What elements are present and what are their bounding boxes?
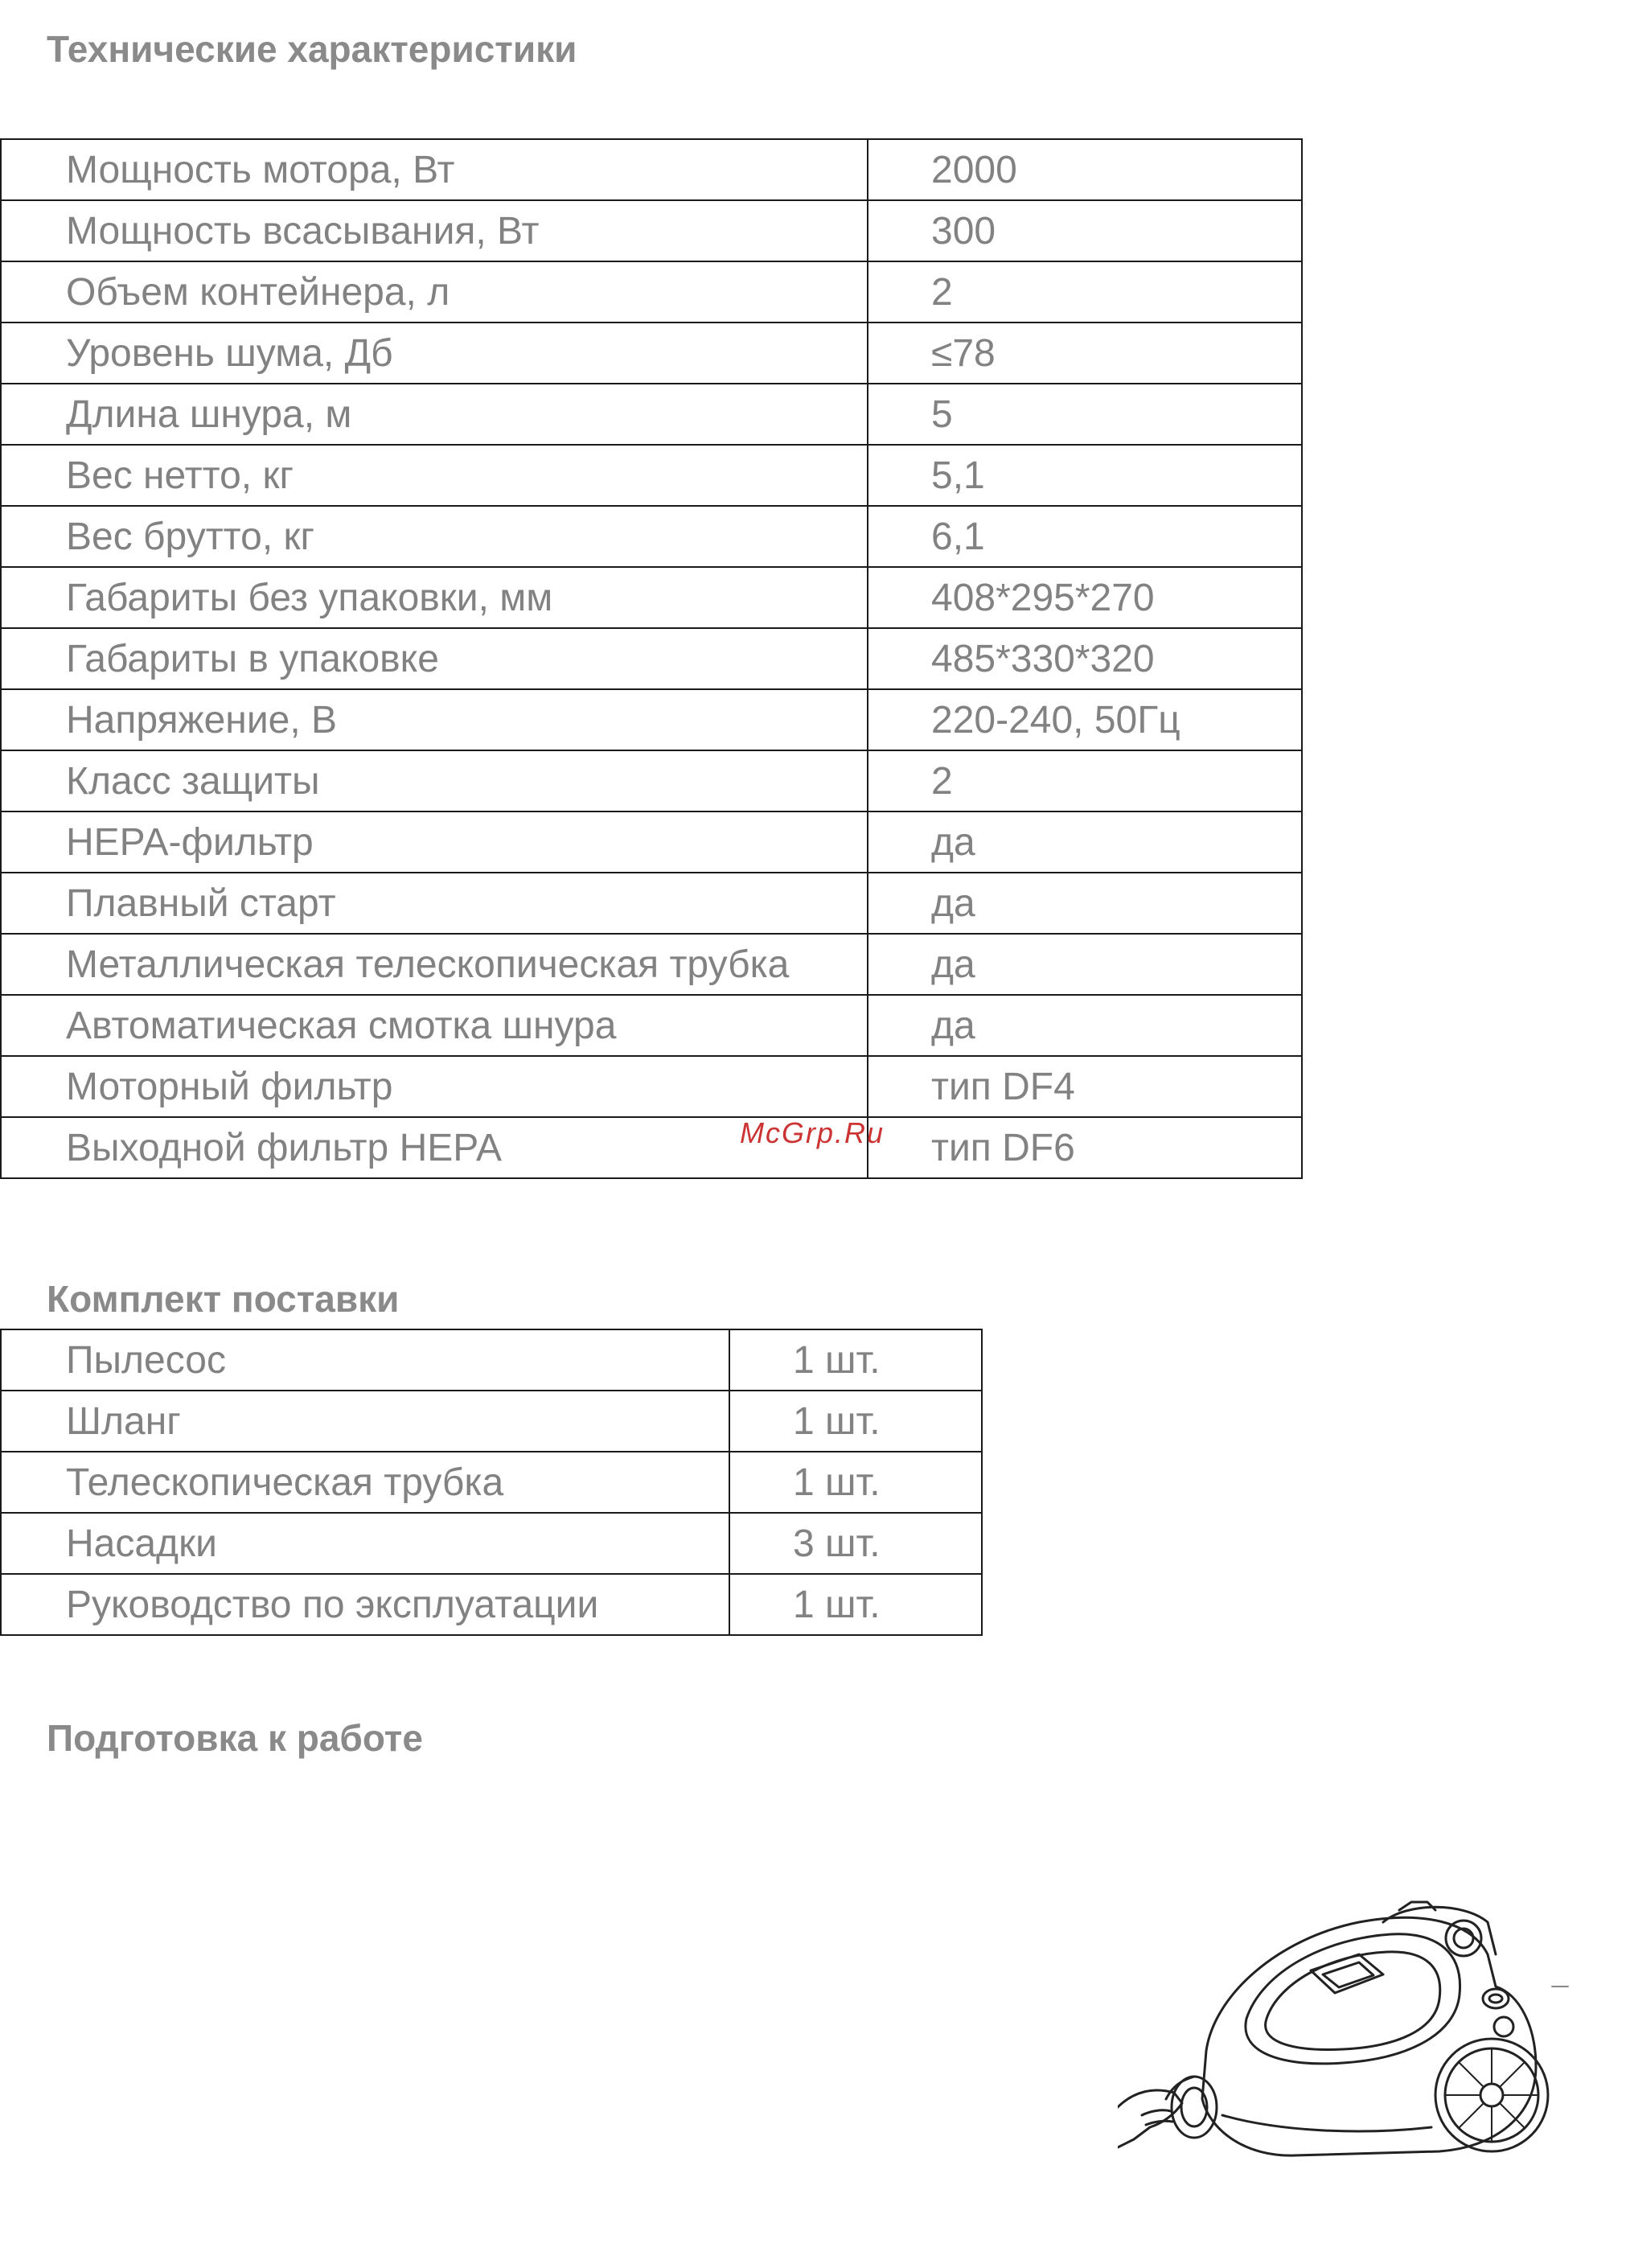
spec-value: 2000 xyxy=(868,139,1302,200)
spec-row xyxy=(1,689,1302,750)
spec-label: Металлическая телескопическая трубка xyxy=(1,934,868,995)
spec-value: тип DF4 xyxy=(868,1056,1302,1117)
spec-label: Напряжение, В xyxy=(1,689,868,750)
spec-row xyxy=(1,873,1302,934)
spec-label: Мощность мотора, Вт xyxy=(1,139,868,200)
spec-row xyxy=(1,750,1302,811)
spec-row xyxy=(1,261,1302,323)
specs-heading: Технические характеристики xyxy=(47,28,577,70)
spec-row xyxy=(1,628,1302,689)
kit-row xyxy=(1,1391,982,1452)
spec-row xyxy=(1,445,1302,506)
spec-value: 6,1 xyxy=(868,506,1302,567)
kit-item-qty: 1 шт. xyxy=(729,1574,982,1635)
spec-row xyxy=(1,995,1302,1056)
spec-row xyxy=(1,934,1302,995)
spec-row xyxy=(1,1117,1302,1178)
spec-row xyxy=(1,139,1302,200)
kit-row xyxy=(1,1513,982,1574)
spec-value: 2 xyxy=(868,750,1302,811)
spec-row xyxy=(1,811,1302,873)
kit-item-label: Насадки xyxy=(1,1513,729,1574)
kit-heading: Комплект поставки xyxy=(47,1278,400,1320)
spec-label: Вес брутто, кг xyxy=(1,506,868,567)
spec-label: Уровень шума, Дб xyxy=(1,323,868,384)
spec-row xyxy=(1,1056,1302,1117)
kit-item-label: Шланг xyxy=(1,1391,729,1452)
spec-label: Мощность всасывания, Вт xyxy=(1,200,868,261)
spec-row xyxy=(1,506,1302,567)
spec-value: 300 xyxy=(868,200,1302,261)
kit-item-qty: 3 шт. xyxy=(729,1513,982,1574)
spec-label: Объем контейнера, л xyxy=(1,261,868,323)
vacuum-cleaner-illustration xyxy=(1118,1874,1584,2196)
spec-value: тип DF6 xyxy=(868,1117,1302,1178)
spec-row xyxy=(1,323,1302,384)
watermark: McGrp.Ru xyxy=(740,1116,885,1149)
specs-table xyxy=(0,138,1303,1179)
kit-item-qty: 1 шт. xyxy=(729,1329,982,1391)
kit-item-label: Руководство по эксплуатации xyxy=(1,1574,729,1635)
spec-value: 220-240, 50Гц xyxy=(868,689,1302,750)
spec-value: 485*330*320 xyxy=(868,628,1302,689)
kit-row xyxy=(1,1452,982,1513)
prep-heading: Подготовка к работе xyxy=(47,1717,423,1759)
spec-label: Моторный фильтр xyxy=(1,1056,868,1117)
spec-label: Длина шнура, м xyxy=(1,384,868,445)
spec-label: Габариты без упаковки, мм xyxy=(1,567,868,628)
spec-value: ≤78 xyxy=(868,323,1302,384)
spec-label: Автоматическая смотка шнура xyxy=(1,995,868,1056)
spec-value: да xyxy=(868,995,1302,1056)
spec-value: 5 xyxy=(868,384,1302,445)
spec-label: Плавный старт xyxy=(1,873,868,934)
kit-item-qty: 1 шт. xyxy=(729,1391,982,1452)
spec-value: да xyxy=(868,873,1302,934)
kit-item-label: Телескопическая трубка xyxy=(1,1452,729,1513)
spec-label: Выходной фильтр НЕРА xyxy=(1,1117,868,1178)
spec-value: 408*295*270 xyxy=(868,567,1302,628)
spec-value: да xyxy=(868,811,1302,873)
spec-value: 2 xyxy=(868,261,1302,323)
spec-row xyxy=(1,567,1302,628)
spec-row xyxy=(1,384,1302,445)
kit-row xyxy=(1,1574,982,1635)
kit-item-qty: 1 шт. xyxy=(729,1452,982,1513)
spec-value: 5,1 xyxy=(868,445,1302,506)
spec-label: НЕРА-фильтр xyxy=(1,811,868,873)
kit-row xyxy=(1,1329,982,1391)
kit-item-label: Пылесос xyxy=(1,1329,729,1391)
spec-label: Габариты в упаковке xyxy=(1,628,868,689)
kit-table xyxy=(0,1329,983,1636)
spec-label: Класс защиты xyxy=(1,750,868,811)
spec-row xyxy=(1,200,1302,261)
spec-value: да xyxy=(868,934,1302,995)
spec-label: Вес нетто, кг xyxy=(1,445,868,506)
